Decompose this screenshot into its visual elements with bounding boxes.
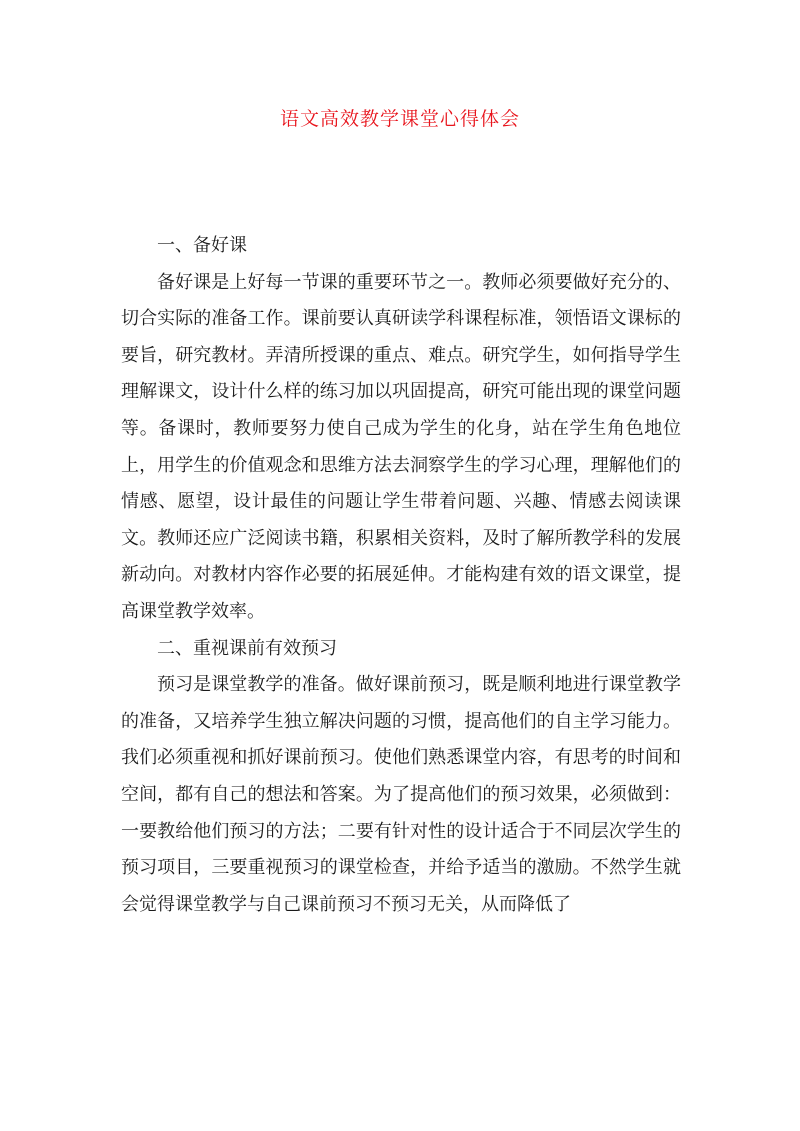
section-paragraph: 备好课是上好每一节课的重要环节之一。教师必须要做好充分的、切合实际的准备工作。课前要认真研读学科课程标准，领悟语文课标的要旨，研究教材。弄清所授课的重点、难点。研究学生，如何指导学生理解课文，设计什么样的练习加以巩固提高，研究可能出现的课堂问题等。备课时，教师要努力使自己成为学生的化身，站在学生角色地位上，用学生的价值观念和思维方法去洞察学生的学习心理，理解他们的情感、愿望，设计最佳的问题让学生带着问题、兴趣、情感去阅读课文。教师还应广泛阅读书籍，积累相关资料，及时了解所教学科的发展新动向。对教材内容作必要的拓展延伸。才能构建有效的语文课堂，提高课堂教学效率。 <box>121 271 681 622</box>
document-body <box>121 228 681 923</box>
document-title: 语文高效教学课堂心得体会 <box>279 108 520 130</box>
section-heading: 二、重视课前有效预习 <box>157 637 337 659</box>
section-heading: 一、备好课 <box>157 235 247 256</box>
section-paragraph: 预习是课堂教学的准备。做好课前预习，既是顺利地进行课堂教学的准备，又培养学生独立解决问题的习惯，提高他们的自主学习能力。我们必须重视和抓好课前预习。使他们熟悉课堂内容，有思考的时间和空间，都有自己的想法和答案。为了提高他们的预习效果，必须做到：一要教给他们预习的方法；二要有针对性的设计适合于不同层次学生的预习项目，三要重视预习的课堂检查，并给予适当的激励。不然学生就会觉得课堂教学与自己课前预习不预习无关，从而降低了 <box>121 674 681 915</box>
